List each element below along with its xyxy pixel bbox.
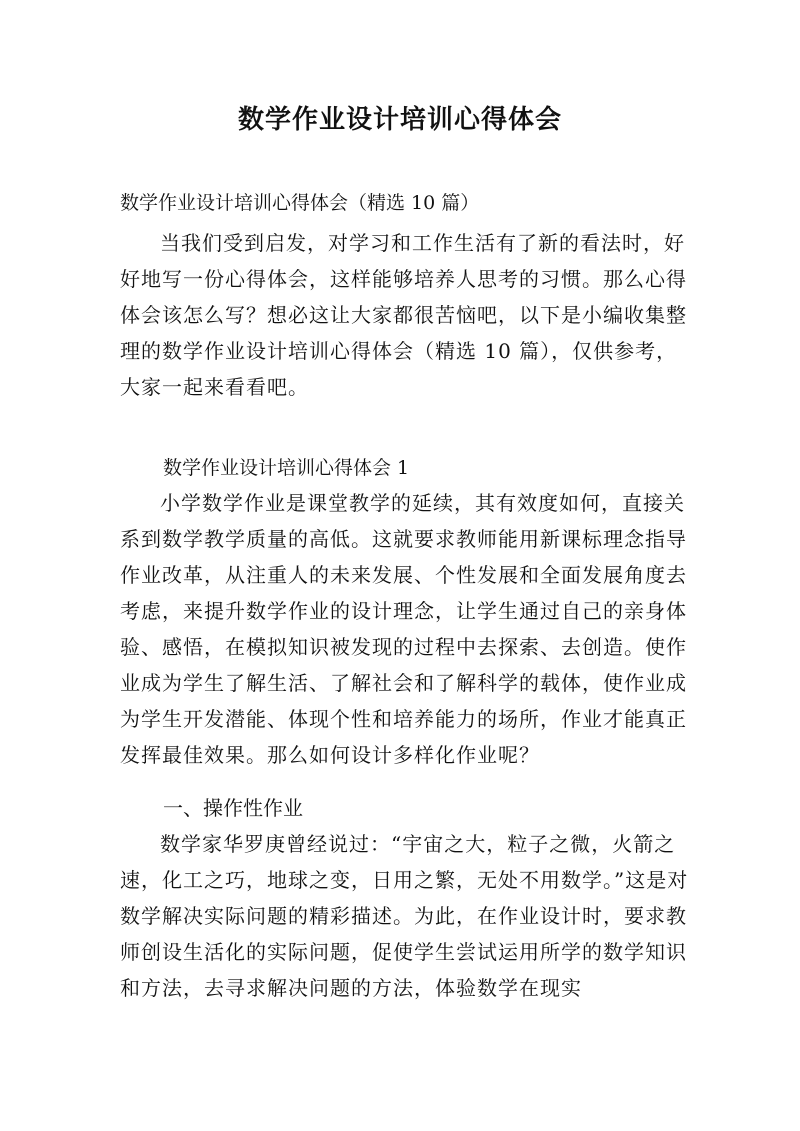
section-title: 数学作业设计培训心得体会 1 [163, 457, 410, 479]
document-title: 数学作业设计培训心得体会 [237, 105, 562, 135]
section-paragraph: 小学数学作业是课堂教学的延续，其有效度如何，直接关系到数学教学质量的高低。这就要求教师能用新课标理念指导作业改革，从注重人的未来发展、个性发展和全面发展角度去考虑，来提升数学作业的设计理念，让学生通过自己的亲身体验、感悟，在模拟知识被发现的过程中去探索、去创造。使作业成为学生了解生活、了解社会和了解科学的载体，使作业成为学生开发潜能、体现个性和培养能力的场所，作业才能真正发挥最佳效果。那么如何设计多样化作业呢？ [120, 491, 687, 767]
intro-paragraph: 当我们受到启发，对学习和工作生活有了新的看法时，好好地写一份心得体会，这样能够培养人思考的习惯。那么心得体会该怎么写？想必这让大家都很苦恼吧，以下是小编收集整理的数学作业设计培训心得体会（精选 10 篇），仅供参考，大家一起来看看吧。 [120, 231, 687, 399]
subsection-heading: 一、操作性作业 [163, 796, 303, 820]
document-subtitle: 数学作业设计培训心得体会（精选 10 篇） [120, 192, 480, 214]
subsection-paragraph: 数学家华罗庚曾经说过：“宇宙之大，粒子之微，火箭之速，化工之巧，地球之变，日用之繁，无处不用数学。”这是对数学解决实际问题的精彩描述。为此，在作业设计时，要求教师创设生活化的实际问题，促使学生尝试运用所学的数学知识和方法，去寻求解决问题的方法，体验数学在现实 [120, 832, 689, 1000]
